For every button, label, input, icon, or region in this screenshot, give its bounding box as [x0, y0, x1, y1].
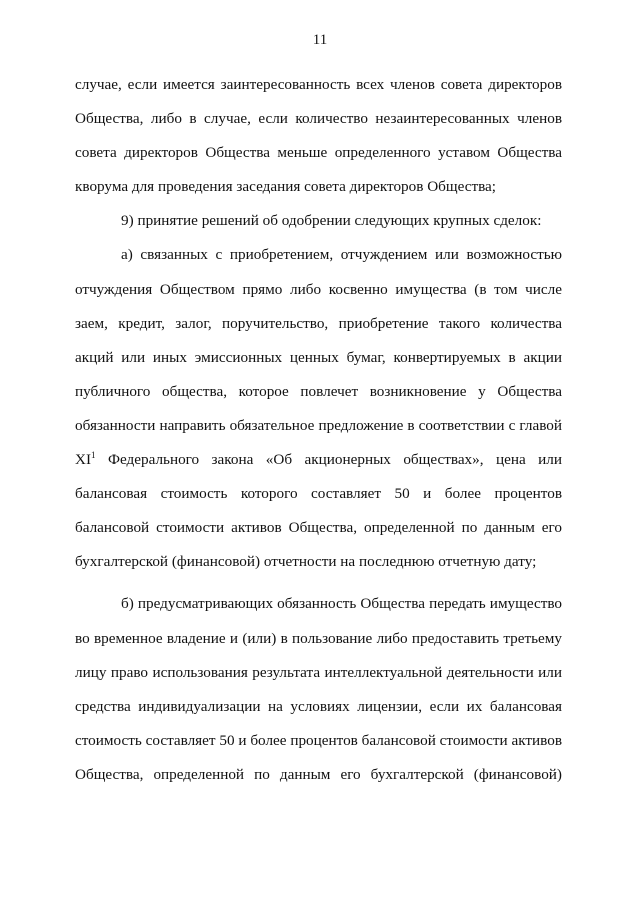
text-line: Общества, определенной по данным его бухгалтерской (финансовой): [75, 765, 562, 783]
text-line-rest: Федерального закона «Об акционерных обществах», цена или: [95, 451, 562, 469]
text-line: 9) принятие решений об одобрении следующих крупных сделок:: [121, 212, 542, 230]
text-line: балансовая стоимость которого составляет 50 и более процентов: [75, 485, 562, 503]
paragraph-item-9: [75, 204, 562, 238]
paragraph-subitem-b: [75, 587, 562, 792]
text-line: акций или иных эмиссионных ценных бумаг, конвертируемых в акции: [75, 348, 562, 366]
text-line: во временное владение и (или) в пользование либо предоставить третьему: [75, 629, 562, 647]
paragraph-subitem-a: [75, 238, 562, 579]
document-body: [75, 68, 562, 792]
chapter-numeral: XI: [75, 451, 92, 469]
text-line: случае, если имеется заинтересованность всех членов совета директоров: [75, 76, 562, 93]
text-line: публичного общества, которое повлечет возникновение у Общества: [75, 382, 562, 400]
text-line: кворума для проведения заседания совета директоров Общества;: [75, 178, 497, 196]
page-number: 11: [312, 32, 328, 48]
text-line: балансовой стоимости активов Общества, определенной по данным его: [75, 519, 562, 537]
text-line: а) связанных с приобретением, отчуждением или возможностью: [121, 246, 562, 264]
text-line: заем, кредит, залог, поручительство, приобретение такого количества: [75, 314, 562, 332]
text-line: обязанности направить обязательное предложение в соответствии с главой: [75, 416, 562, 434]
text-line: б) предусматривающих обязанность Общества передать имущество: [121, 595, 562, 613]
chapter-superscript: 1: [91, 450, 96, 461]
text-line: отчуждения Обществом прямо либо косвенно имущества (в том числе: [75, 280, 562, 298]
text-line: бухгалтерской (финансовой) отчетности на последнюю отчетную дату;: [75, 553, 537, 571]
text-line: средства индивидуализации на условиях лицензии, если их балансовая: [75, 697, 562, 715]
paragraph-continuation: [75, 68, 562, 204]
text-line: [75, 443, 562, 477]
text-line: Общества, либо в случае, если количество незаинтересованных членов: [75, 110, 562, 128]
text-line: стоимость составляет 50 и более процентов балансовой стоимости активов: [75, 731, 562, 749]
paragraph-gap: [75, 579, 562, 587]
text-line: совета директоров Общества меньше определенного уставом Общества: [75, 144, 562, 162]
text-line: лицу право использования результата интеллектуальной деятельности или: [75, 663, 562, 681]
